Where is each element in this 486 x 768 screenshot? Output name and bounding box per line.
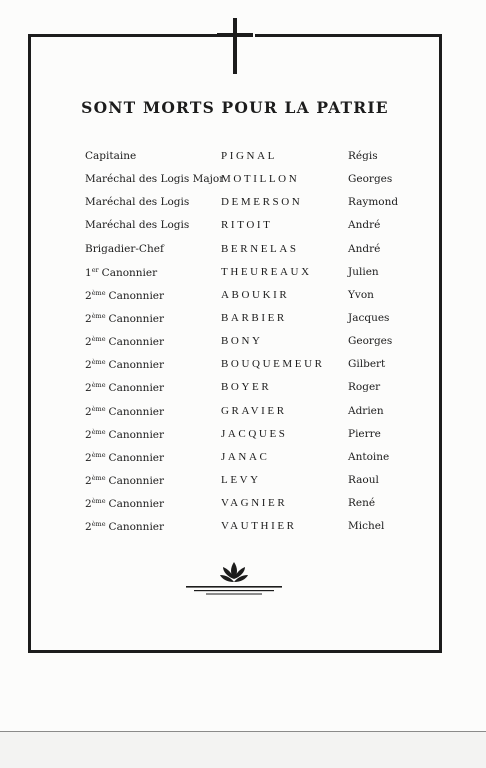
rank-label: Canonnier [108, 289, 165, 302]
rank-ordinal-number: 2 [85, 382, 92, 395]
rank-ordinal-suffix: ème [91, 288, 106, 297]
rank-ordinal-number: 2 [85, 521, 92, 534]
rank-cell [85, 381, 164, 394]
rank-ordinal-suffix: er [91, 265, 99, 274]
rank-label: Canonnier [108, 382, 165, 395]
rank-cell [85, 219, 189, 231]
first-name-cell: Georges [348, 173, 393, 186]
memorial-list [0, 146, 486, 539]
first-name-cell: André [348, 242, 381, 255]
rank-ordinal-suffix: ème [91, 497, 106, 506]
first-name-cell: Jacques [348, 311, 390, 324]
page-title: SONT MORTS POUR LA PATRIE [81, 98, 389, 117]
rank-cell [85, 312, 164, 325]
memorial-row [0, 146, 486, 169]
rank-label: Maréchal des Logis [85, 219, 190, 232]
rank-label: Canonnier [108, 312, 165, 325]
first-name-cell: Julien [348, 265, 379, 278]
rank-cell [85, 289, 164, 302]
rank-label: Maréchal des Logis [85, 196, 190, 209]
first-name-cell: Michel [348, 520, 385, 533]
rank-ordinal-number: 2 [85, 498, 92, 511]
frame-bottom [28, 650, 442, 653]
memorial-row [0, 169, 486, 192]
rank-ordinal-number: 2 [85, 359, 92, 372]
memorial-row [0, 262, 486, 285]
rank-ordinal-suffix: ème [91, 520, 106, 529]
first-name-cell: Georges [348, 335, 393, 348]
rank-ordinal-number: 2 [85, 428, 92, 441]
rank-label: Brigadier-Chef [85, 242, 164, 255]
last-name-cell: RITOIT [221, 219, 273, 232]
rank-label: Maréchal des Logis Major [85, 173, 225, 186]
rank-ordinal-number: 2 [85, 312, 92, 325]
rank-cell [85, 173, 224, 185]
rank-ordinal-number: 1 [85, 266, 92, 279]
laurel-ornament-icon [186, 560, 282, 600]
last-name-cell: BOUQUEMEUR [221, 358, 325, 371]
last-name-cell: VAUTHIER [221, 520, 297, 533]
rank-ordinal-suffix: ème [91, 427, 106, 436]
first-name-cell: André [348, 219, 381, 232]
memorial-row [0, 308, 486, 331]
rank-cell [85, 497, 164, 510]
rank-ordinal-suffix: ème [91, 450, 106, 459]
rank-ordinal-suffix: ème [91, 311, 106, 320]
rank-label: Canonnier [108, 405, 165, 418]
memorial-row [0, 470, 486, 493]
last-name-cell: JANAC [221, 450, 270, 463]
memorial-row [0, 377, 486, 400]
rank-ordinal-number: 2 [85, 474, 92, 487]
rank-ordinal-suffix: ème [91, 473, 106, 482]
rank-cell [85, 520, 164, 533]
rank-label: Canonnier [108, 498, 165, 511]
memorial-row [0, 493, 486, 516]
rank-label: Canonnier [101, 266, 158, 279]
last-name-cell: DEMERSON [221, 196, 303, 209]
memorial-row [0, 354, 486, 377]
memorial-row [0, 516, 486, 539]
cross-horizontal-bar [217, 33, 253, 37]
rank-cell [85, 243, 164, 255]
rank-cell [85, 150, 136, 162]
ornament-line-middle [194, 590, 274, 591]
first-name-cell: Régis [348, 150, 378, 162]
rank-cell [85, 196, 189, 208]
last-name-cell: ABOUKIR [221, 288, 290, 301]
memorial-row [0, 401, 486, 424]
rank-ordinal-suffix: ème [91, 381, 106, 390]
first-name-cell: Raymond [348, 196, 399, 209]
rank-label: Canonnier [108, 474, 165, 487]
first-name-cell: Yvon [348, 288, 374, 301]
ornament-line-top [186, 586, 282, 588]
last-name-cell: LEVY [221, 473, 261, 486]
last-name-cell: VAGNIER [221, 497, 288, 510]
last-name-cell: BERNELAS [221, 242, 299, 255]
first-name-cell: Pierre [348, 427, 381, 440]
memorial-row [0, 215, 486, 238]
rank-ordinal-suffix: ème [91, 335, 106, 344]
first-name-cell: Antoine [348, 450, 390, 463]
rank-ordinal-number: 2 [85, 405, 92, 418]
memorial-row [0, 239, 486, 262]
frame-top-right [255, 34, 442, 37]
memorial-row [0, 424, 486, 447]
rank-ordinal-suffix: ème [91, 358, 106, 367]
rank-ordinal-number: 2 [85, 336, 92, 349]
rank-cell [85, 428, 164, 441]
rank-ordinal-number: 2 [85, 451, 92, 464]
rank-label: Canonnier [108, 336, 165, 349]
cross-vertical-bar [233, 18, 237, 74]
first-name-cell: Adrien [348, 404, 384, 417]
memorial-row [0, 331, 486, 354]
rank-ordinal-suffix: ème [91, 404, 106, 413]
rank-cell [85, 451, 164, 464]
last-name-cell: GRAVIER [221, 404, 287, 417]
rank-ordinal-number: 2 [85, 289, 92, 302]
last-name-cell: MOTILLON [221, 173, 300, 186]
memorial-row [0, 192, 486, 215]
last-name-cell: THEUREAUX [221, 265, 312, 278]
rank-cell [85, 266, 157, 279]
last-name-cell: BOYER [221, 381, 272, 394]
frame-top-left [28, 34, 220, 37]
rank-label: Canonnier [108, 521, 165, 534]
memorial-row [0, 447, 486, 470]
page-lower-margin [0, 732, 486, 768]
rank-cell [85, 405, 164, 418]
memorial-row [0, 285, 486, 308]
rank-label: Capitaine [85, 150, 137, 162]
last-name-cell: PIGNAL [221, 150, 277, 162]
last-name-cell: JACQUES [221, 427, 288, 440]
rank-label: Canonnier [108, 359, 165, 372]
last-name-cell: BONY [221, 335, 263, 348]
first-name-cell: Gilbert [348, 358, 386, 371]
cross-icon [217, 18, 253, 74]
last-name-cell: BARBIER [221, 311, 287, 324]
first-name-cell: Roger [348, 381, 381, 394]
first-name-cell: René [348, 497, 376, 510]
rank-label: Canonnier [108, 428, 165, 441]
page-edge-line [0, 731, 486, 732]
rank-cell [85, 335, 164, 348]
rank-cell [85, 358, 164, 371]
ornament-line-bottom [206, 594, 262, 595]
rank-cell [85, 474, 164, 487]
rank-label: Canonnier [108, 451, 165, 464]
first-name-cell: Raoul [348, 473, 379, 486]
